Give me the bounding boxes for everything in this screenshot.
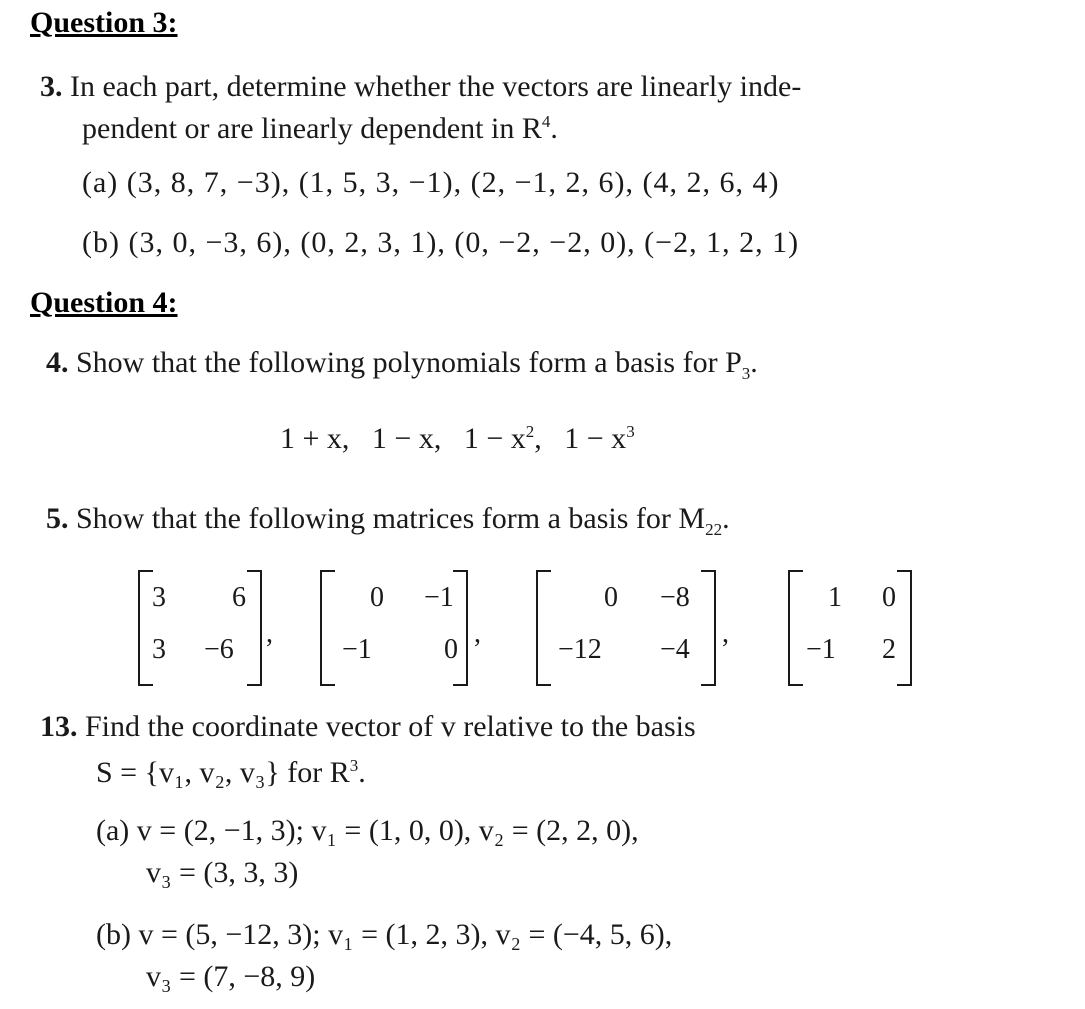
problem-3-period: .	[550, 112, 558, 145]
matrix-3-a: 0	[604, 582, 618, 613]
matrix-1	[138, 570, 262, 684]
matrix-2-a: 0	[370, 582, 384, 613]
matrix-1-d: −6	[204, 634, 234, 665]
matrix-2-b: −1	[424, 582, 454, 613]
problem-13-part-a-line1: (a) v = (2, −1, 3); v₁ = (1, 0, 0), v₂ = (2, 2, 0),	[96, 814, 639, 847]
left-bracket	[536, 570, 551, 686]
right-bracket	[247, 570, 262, 686]
problem-3-part-a: (a) (3, 8, 7, −3), (1, 5, 3, −1), (2, −1, 2, 6), (4, 2, 6, 4)	[82, 166, 780, 199]
problem-5-period: .	[722, 502, 730, 535]
matrix-3-c: −12	[558, 634, 602, 665]
problem-13-part-b-line2: v₃ = (7, −8, 9)	[146, 960, 316, 993]
problem-3-line1	[40, 70, 801, 104]
problem-5-number: 5.	[46, 502, 69, 535]
matrix-4-b: 0	[882, 582, 896, 613]
problem-3-text-line2: pendent or are linearly dependent in R	[82, 112, 542, 145]
problem-4-number: 4.	[46, 346, 69, 379]
problem-13-line1	[40, 710, 696, 744]
left-bracket	[320, 570, 335, 686]
right-bracket	[453, 570, 468, 686]
problem-3-superscript: 4	[541, 112, 551, 131]
problem-13-number: 13.	[40, 710, 78, 743]
left-bracket	[138, 570, 153, 686]
matrix-2	[320, 570, 468, 684]
problem-4-subscript: 3	[741, 364, 751, 383]
problem-3-part-b: (b) (3, 0, −3, 6), (0, 2, 3, 1), (0, −2, −2, 0), (−2, 1, 2, 1)	[82, 226, 800, 259]
problem-4-period: .	[750, 346, 758, 379]
problem-5-text: Show that the following matrices form a basis for M	[76, 502, 706, 535]
problem-13-line2	[96, 756, 366, 790]
left-bracket	[788, 570, 803, 686]
problem-13-text-line1: Find the coordinate vector of v relative to the basis	[85, 710, 696, 743]
matrix-4-a: 1	[828, 582, 842, 613]
matrix-1-b: 6	[232, 582, 246, 613]
problem-13-part-a-line2: v₃ = (3, 3, 3)	[146, 856, 299, 889]
problem-13-part-b-line1: (b) v = (5, −12, 3); v₁ = (1, 2, 3), v₂ = (−4, 5, 6),	[96, 918, 673, 951]
problem-4-line	[46, 346, 758, 384]
question-3-heading: Question 3:	[30, 6, 178, 39]
matrix-comma-1: ,	[266, 618, 273, 649]
matrix-2-c: −1	[342, 634, 372, 665]
polynomial-4: $1 - x^3$	[564, 422, 635, 455]
matrix-2-d: 0	[444, 634, 458, 665]
problem-4-text: Show that the following polynomials form a basis for P	[76, 346, 742, 379]
problem-3-text-line1: In each part, determine whether the vectors are linearly inde-	[70, 70, 802, 103]
problem-5-subscript: 22	[705, 520, 723, 539]
polynomial-1: 1 + x,	[280, 422, 350, 455]
matrix-comma-2: ,	[474, 618, 481, 649]
right-bracket	[897, 570, 912, 686]
matrix-4-c: −1	[806, 634, 836, 665]
polynomial-3: $1 - x^2$,	[463, 422, 542, 455]
matrix-4-d: 2	[882, 634, 896, 665]
problem-5-line	[46, 502, 730, 540]
matrix-4	[788, 570, 912, 684]
polynomial-list	[280, 422, 635, 456]
matrix-3	[536, 570, 716, 684]
problem-13-text-line2: S = {v₁, v₂, v₃} for R	[96, 756, 350, 789]
matrix-1-c: 3	[152, 634, 166, 665]
matrix-3-d: −4	[660, 634, 690, 665]
problem-13-period: .	[358, 756, 366, 789]
right-bracket	[701, 570, 716, 686]
problem-3-number: 3.	[40, 70, 63, 103]
question-4-heading: Question 4:	[30, 286, 178, 319]
problem-13-superscript: 3	[349, 756, 359, 775]
matrix-comma-3: ,	[722, 618, 729, 649]
matrix-1-a: 3	[152, 582, 166, 613]
polynomial-2: 1 − x,	[371, 422, 442, 455]
problem-3-line2	[82, 112, 558, 146]
matrix-3-b: −8	[660, 582, 690, 613]
